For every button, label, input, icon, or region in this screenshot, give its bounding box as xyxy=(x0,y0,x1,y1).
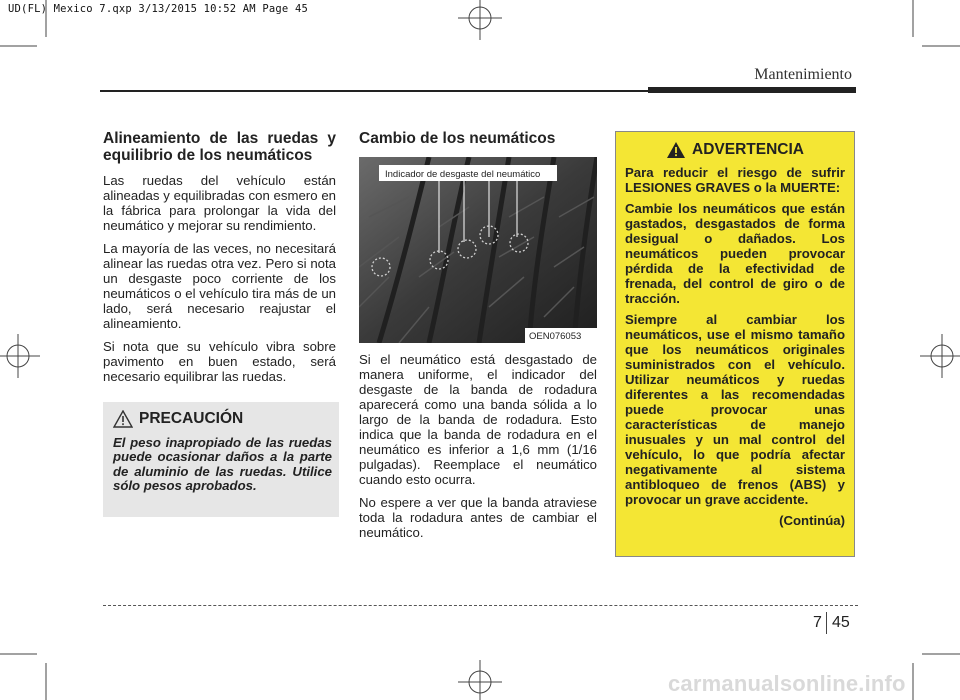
page-number-separator xyxy=(826,612,827,634)
tire-change-heading-wrap xyxy=(359,130,597,147)
page-number: 45 xyxy=(832,614,850,631)
image-code: OEN076053 xyxy=(529,331,582,342)
left-column xyxy=(103,130,336,392)
chapter-number: 7 xyxy=(813,614,822,631)
printer-slug: UD(FL) Mexico 7.qxp 3/13/2015 10:52 AM Page 45 xyxy=(8,3,308,15)
tire-change-paragraph: No espere a ver que la banda atraviese toda la rodadura antes de cambiar el neumático. xyxy=(359,495,597,540)
footer-rule xyxy=(103,605,858,606)
warning-paragraph: Siempre al cambiar los neumáticos, use el mismo tamaño que los neumáticos originales suministrados con el vehículo. Utilizar neumáticos y ruedas diferentes a las recomendadas puede provocar unas características de manejo inusuales y un mal control del vehículo, lo que podría afectar negativamente al sistema antibloqueo de frenos (ABS) y provocar un grave accidente. xyxy=(625,312,845,507)
alignment-paragraph: Si nota que su vehículo vibra sobre pavimento en buen estado, será necesario equilibrar las ruedas. xyxy=(103,339,336,384)
header-rule-accent xyxy=(648,87,856,93)
alignment-heading: Alineamiento de las ruedas y equilibrio de los neumáticos xyxy=(103,130,336,164)
tire-tread-image xyxy=(359,157,597,343)
tire-change-paragraph: Si el neumático está desgastado de manera uniforme, el indicador del desgaste de la banda de rodadura aparecerá como una banda sólida a lo largo de la banda de rodadura. Esto indica que la banda de rodadura en el neumático es inferior a 1,6 mm (1/16 pulgadas). Reemplace el neumático cuando esto ocurra. xyxy=(359,352,597,487)
tire-wear-photo xyxy=(359,157,597,343)
registration-mark-top xyxy=(452,0,508,44)
caution-triangle-icon xyxy=(113,410,133,428)
registration-mark-bottom xyxy=(452,658,508,700)
alignment-paragraph: Las ruedas del vehículo están alineadas y equilibradas con esmero en la fábrica para prolongar la vida del neumático y mejorar su rendimiento. xyxy=(103,173,336,233)
registration-mark-left xyxy=(0,328,44,384)
caution-text: El peso inapropiado de las ruedas puede ocasionar daños a la parte de aluminio de las ruedas. Utilice sólo pesos aprobados. xyxy=(113,435,332,494)
registration-mark-right xyxy=(916,328,960,384)
section-title: Mantenimiento xyxy=(754,66,852,83)
tire-change-text xyxy=(359,352,597,548)
alignment-paragraph: La mayoría de las veces, no necesitará alinear las ruedas otra vez. Pero si nota un desgaste poco corriente de los neumáticos o el vehículo tira más de un lado, será necesario reajustar el alineamiento. xyxy=(103,241,336,331)
caution-title: PRECAUCIÓN xyxy=(139,410,244,427)
tire-change-heading: Cambio de los neumáticos xyxy=(359,130,556,147)
warning-triangle-icon xyxy=(666,141,686,159)
wear-indicator-label: Indicador de desgaste del neumático xyxy=(385,169,541,180)
caution-header xyxy=(113,410,332,428)
warning-paragraph: Para reducir el riesgo de sufrir LESIONES GRAVES o la MUERTE: xyxy=(625,165,845,195)
watermark: carmanualsonline.info xyxy=(668,671,906,696)
continues-label: (Continúa) xyxy=(779,513,845,528)
warning-title: ADVERTENCIA xyxy=(692,141,804,158)
warning-box xyxy=(615,131,855,557)
warning-paragraph: Cambie los neumáticos que están gastados, desgastados de forma desigual o dañados. Los neumáticos pueden provocar pérdida de la efectividad de frenada, del control de giro o de tracción. xyxy=(625,201,845,306)
caution-box xyxy=(103,402,339,517)
warning-header xyxy=(625,141,845,159)
